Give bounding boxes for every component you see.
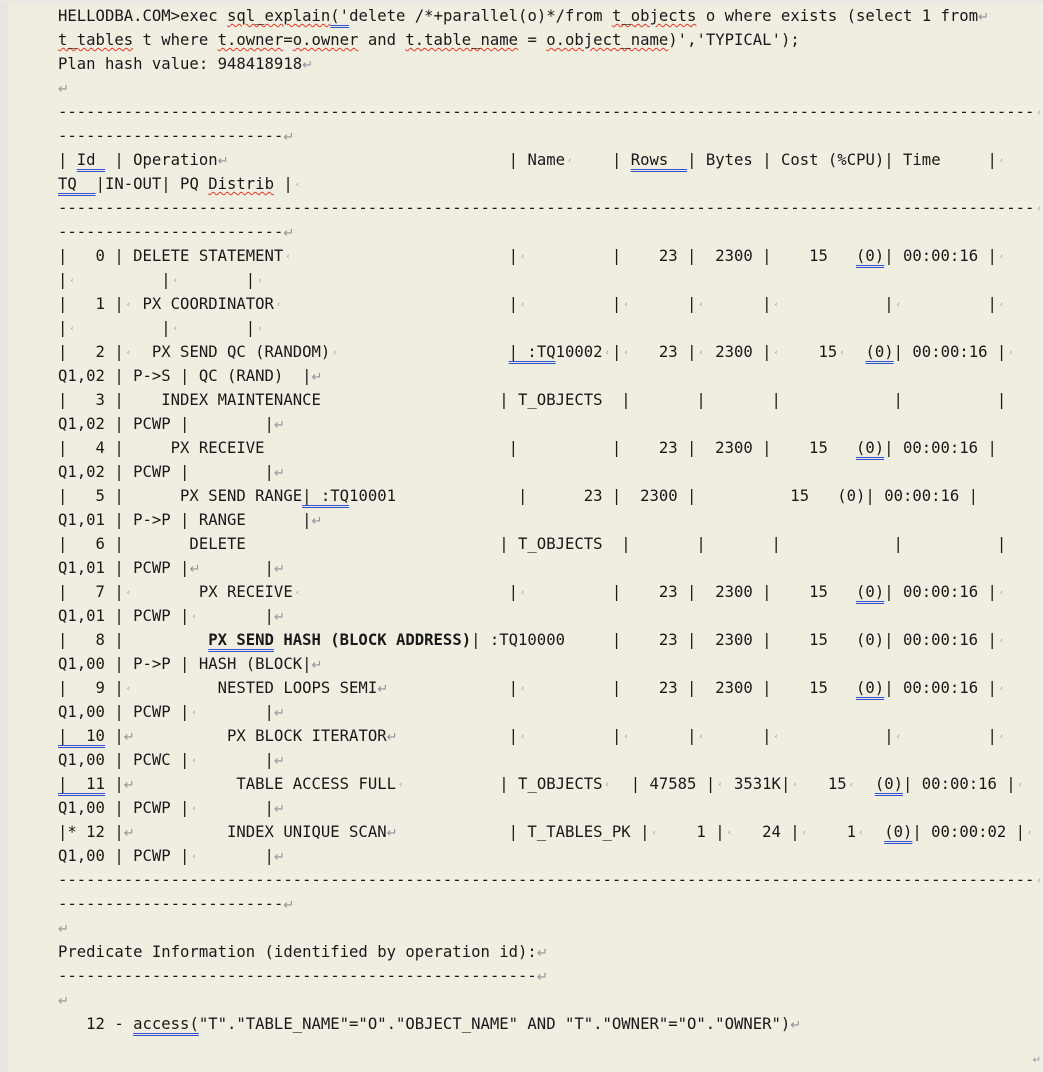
text-segment: | 23 | 2300 | 15 <box>527 247 857 265</box>
doc-line-16 <box>58 364 1043 388</box>
return-mark-icon: ↵ <box>536 946 548 961</box>
space-mark-icon: ‹ <box>520 587 526 598</box>
space-mark-icon: ‹ <box>285 251 291 262</box>
text-segment: Q1,00 | PCWP | <box>58 799 190 817</box>
text-segment: | 00:00:16 | <box>893 343 1007 361</box>
space-mark-icon: ‹ <box>1027 827 1033 838</box>
space-mark-icon: ‹ <box>520 683 526 694</box>
doc-line-6 <box>58 124 1043 148</box>
text-segment: Q1,02 | P->S | QC (RAND) | <box>58 367 312 385</box>
text-segment: (0) <box>874 775 904 793</box>
space-mark-icon: ‹ <box>998 683 1005 694</box>
doc-line-13 <box>58 292 1043 316</box>
text-segment: TQ <box>58 175 96 193</box>
text-segment: | 0 | DELETE STATEMENT <box>58 247 284 265</box>
return-mark-icon: ↵ <box>273 418 285 433</box>
text-segment: | 23 | 2300 | 15 <box>527 679 857 697</box>
space-mark-icon: ‹ <box>998 251 1005 262</box>
doc-line-38 <box>58 892 1043 916</box>
doc-line-19 <box>58 436 1043 460</box>
doc-line-43 <box>58 1012 1043 1036</box>
text-segment: | 00:00:16 | <box>884 247 997 265</box>
text-segment: | <box>273 175 293 193</box>
text-segment: -------------------------------------------------------------------------------------------------------- <box>58 103 1035 121</box>
text-segment: | 10 <box>58 727 105 745</box>
space-mark-icon: ‹ <box>125 683 132 694</box>
return-mark-icon: ↵ <box>311 370 323 385</box>
text-segment: PX COORDINATOR <box>133 295 274 313</box>
text-segment: )','TYPICAL'); <box>668 31 800 49</box>
return-mark-icon: ↵ <box>311 658 323 673</box>
doc-line-26 <box>58 604 1043 628</box>
text-segment: | :TQ <box>508 343 556 361</box>
text-segment: | T_TABLES_PK | <box>395 823 650 841</box>
text-segment: t_objects <box>611 7 697 25</box>
space-mark-icon: ‹ <box>294 587 301 598</box>
document-body <box>58 4 1043 1036</box>
doc-line-21 <box>58 484 1043 508</box>
text-segment: | 6 | DELETE | T_OBJECTS | | | | | <box>58 535 1007 553</box>
doc-line-5 <box>58 100 1043 124</box>
space-mark-icon: ‹ <box>623 731 629 742</box>
page-top-edge <box>0 0 1043 3</box>
space-mark-icon: ‹ <box>520 251 526 262</box>
doc-line-25 <box>58 580 1043 604</box>
text-segment: | <box>386 679 519 697</box>
text-segment <box>847 343 866 361</box>
doc-line-15 <box>58 340 1043 364</box>
space-mark-icon: ‹ <box>257 275 263 286</box>
text-segment <box>865 823 884 841</box>
text-segment: | <box>396 727 519 745</box>
text-segment: |* 12 | <box>58 823 124 841</box>
text-segment: | 5 | PX SEND RANGE <box>58 487 303 505</box>
space-mark-icon: ‹ <box>172 275 179 286</box>
space-mark-icon: ‹ <box>895 731 902 742</box>
text-segment: = <box>518 31 547 49</box>
text-segment: | <box>104 775 124 793</box>
space-mark-icon: ‹ <box>1017 779 1024 790</box>
return-mark-icon: ↵ <box>386 730 398 745</box>
text-segment: | 00:00:16 | <box>903 775 1016 793</box>
doc-line-9 <box>58 196 1043 220</box>
space-mark-icon: ‹ <box>698 347 704 358</box>
text-segment: | 9 | <box>58 679 124 697</box>
text-segment: access( <box>133 1015 199 1033</box>
doc-line-40 <box>58 940 1043 964</box>
text-segment: | <box>198 607 274 625</box>
space-mark-icon: ‹ <box>698 731 704 742</box>
text-segment: Q1,00 | PCWP | <box>58 847 190 865</box>
text-segment: PX SEND <box>208 631 274 649</box>
doc-line-30 <box>58 700 1043 724</box>
text-segment: | Operation <box>104 151 218 169</box>
space-mark-icon: ‹ <box>125 347 132 358</box>
text-segment: | <box>780 727 894 745</box>
return-mark-icon: ↵ <box>273 466 285 481</box>
space-mark-icon: ‹ <box>520 299 526 310</box>
text-segment: 10001 | 23 | 2300 | 15 (0)| 00:00:16 | <box>349 487 979 505</box>
text-segment: ------------------------ <box>58 127 284 145</box>
doc-line-3 <box>58 52 1043 76</box>
return-mark-icon: ↵ <box>978 10 989 25</box>
text-segment: | <box>198 751 274 769</box>
return-mark-icon: ↵ <box>273 706 285 721</box>
text-segment: | :TQ <box>302 487 350 505</box>
text-segment: sql_explain <box>227 7 331 25</box>
return-mark-icon: ↵ <box>123 778 135 793</box>
text-segment: | <box>283 295 519 313</box>
text-segment: t where <box>133 31 218 49</box>
return-mark-icon: ↵ <box>217 154 229 169</box>
space-mark-icon: ‹ <box>698 299 704 310</box>
doc-line-31 <box>58 724 1043 748</box>
text-segment: -------------------------------------------------------------------------------------------------------- <box>58 871 1035 889</box>
space-mark-icon: ‹ <box>604 779 610 790</box>
text-segment: Plan hash value: 948418918 <box>58 55 303 73</box>
text-segment: | 8 | <box>58 631 209 649</box>
text-segment: 10002 <box>555 343 603 361</box>
doc-line-32 <box>58 748 1043 772</box>
return-mark-icon: ↵ <box>302 58 314 73</box>
text-segment: | 00:00:16 | <box>884 679 997 697</box>
space-mark-icon: ‹ <box>839 347 845 358</box>
text-segment: Q1,01 | PCWP | <box>58 559 190 577</box>
text-segment: | <box>527 727 622 745</box>
text-segment: Rows <box>630 151 688 169</box>
space-mark-icon: ‹ <box>191 755 197 766</box>
text-segment <box>340 343 509 361</box>
text-segment: | <box>180 271 256 289</box>
doc-line-14 <box>58 316 1043 340</box>
text-segment: Q1,00 | P->P | HASH (BLOCK| <box>58 655 312 673</box>
text-segment: | 00:00:02 | <box>912 823 1026 841</box>
doc-line-2 <box>58 28 1043 52</box>
text-segment: | <box>574 151 631 169</box>
text-segment: | T_OBJECTS <box>405 775 603 793</box>
return-mark-icon: ↵ <box>123 730 135 745</box>
space-mark-icon: ‹ <box>604 347 610 358</box>
doc-line-28 <box>58 652 1043 676</box>
text-segment: | <box>780 295 894 313</box>
space-mark-icon: ‹ <box>191 851 197 862</box>
doc-line-41 <box>58 964 1043 988</box>
text-segment: | <box>58 151 77 169</box>
return-mark-icon: ↵ <box>311 514 323 529</box>
space-mark-icon: ‹ <box>792 779 798 790</box>
text-segment: o.owner <box>292 31 359 49</box>
return-mark-icon: ↵ <box>58 994 69 1009</box>
return-mark-icon: ↵ <box>123 826 135 841</box>
text-segment: | 00:00:16 | <box>884 583 997 601</box>
text-segment: Q1,01 | P->P | RANGE | <box>58 511 312 529</box>
text-segment: 12 - <box>58 1015 134 1033</box>
space-mark-icon: ‹ <box>125 587 132 598</box>
text-segment: 24 | <box>733 823 800 841</box>
text-segment: t.owner <box>217 31 284 49</box>
space-mark-icon: ‹ <box>726 827 732 838</box>
text-segment: 15 <box>799 775 847 793</box>
doc-line-1 <box>58 4 1043 28</box>
text-segment: (0) <box>865 343 894 361</box>
space-mark-icon: ‹ <box>191 803 197 814</box>
doc-line-34 <box>58 796 1043 820</box>
text-segment <box>856 775 875 793</box>
space-mark-icon: ‹ <box>257 323 263 334</box>
space-mark-icon: ‹ <box>1036 875 1042 886</box>
text-segment: Q1,02 | PCWP | | <box>58 415 274 433</box>
space-mark-icon: ‹ <box>69 275 75 286</box>
text-segment: -------------------------------------------------------------------------------------------------------- <box>58 199 1035 217</box>
space-mark-icon: ‹ <box>998 155 1005 166</box>
text-segment: PX BLOCK ITERATOR <box>133 727 387 745</box>
text-segment: | 11 <box>58 775 105 793</box>
space-mark-icon: ‹ <box>773 347 779 358</box>
space-mark-icon: ‹ <box>998 587 1005 598</box>
space-mark-icon: ‹ <box>998 731 1005 742</box>
text-segment: Q1,02 | PCWP | | <box>58 463 274 481</box>
text-segment: (0) <box>856 247 885 265</box>
text-segment: | <box>198 799 274 817</box>
text-segment: | <box>76 271 171 289</box>
space-mark-icon: ‹ <box>801 827 808 838</box>
return-mark-icon: ↵ <box>273 850 285 865</box>
text-segment: | <box>58 271 68 289</box>
text-segment: HELLODBA.COM>exec <box>58 7 227 25</box>
space-mark-icon: ‹ <box>773 731 779 742</box>
return-mark-icon: ↵ <box>283 898 295 913</box>
text-segment: Q1,01 | PCWP | <box>58 607 190 625</box>
return-mark-icon: ↵ <box>189 562 201 577</box>
space-mark-icon: ‹ <box>848 779 855 790</box>
text-segment: (0) <box>884 823 913 841</box>
text-segment: | <box>302 583 519 601</box>
text-segment: |IN-OUT| PQ <box>95 175 209 193</box>
text-segment: | 1 | <box>58 295 124 313</box>
text-segment: ------------------------ <box>58 895 284 913</box>
doc-line-22 <box>58 508 1043 532</box>
text-segment: | <box>198 703 274 721</box>
text-segment: | <box>180 319 256 337</box>
text-segment: | 2 | <box>58 343 124 361</box>
text-segment: 2300 | <box>705 343 772 361</box>
text-segment: 1 <box>809 823 857 841</box>
doc-line-8 <box>58 172 1043 196</box>
return-mark-icon: ↵ <box>377 682 389 697</box>
text-segment: Predicate Information (identified by operation id): <box>58 943 537 961</box>
doc-line-42 <box>58 988 1043 1012</box>
space-mark-icon: ‹ <box>332 347 338 358</box>
text-segment: | <box>292 247 519 265</box>
text-segment: | <box>903 727 997 745</box>
space-mark-icon: ‹ <box>172 323 179 334</box>
text-segment: "T"."TABLE_NAME"="O"."OBJECT_NAME" AND "T"."OWNER"="O"."OWNER") <box>198 1015 791 1033</box>
page-left-edge <box>0 0 8 1072</box>
text-segment: INDEX UNIQUE SCAN <box>133 823 387 841</box>
doc-line-23 <box>58 532 1043 556</box>
text-segment: (0) <box>856 439 885 457</box>
space-mark-icon: ‹ <box>895 299 902 310</box>
space-mark-icon: ‹ <box>998 299 1005 310</box>
doc-line-20 <box>58 460 1043 484</box>
space-mark-icon: ‹ <box>651 827 657 838</box>
text-segment: o where exists (select 1 from <box>696 7 979 25</box>
text-segment: | 23 | 2300 | 15 <box>527 583 857 601</box>
return-mark-icon: ↵ <box>536 970 548 985</box>
space-mark-icon: ‹ <box>397 779 404 790</box>
text-segment: | <box>104 727 124 745</box>
text-segment: | <box>58 319 68 337</box>
text-segment: | Bytes | Cost (%CPU)| Time | <box>687 151 997 169</box>
text-segment: | 7 | <box>58 583 124 601</box>
text-segment: | 00:00:16 | <box>884 439 997 457</box>
space-mark-icon: ‹ <box>773 299 779 310</box>
doc-line-37 <box>58 868 1043 892</box>
return-mark-icon: ↵ <box>273 754 285 769</box>
page-corner-return-mark: ↵ <box>1032 1055 1041 1066</box>
return-mark-icon: ↵ <box>283 130 295 145</box>
space-mark-icon: ‹ <box>858 827 864 838</box>
space-mark-icon: ‹ <box>567 155 573 166</box>
space-mark-icon: ‹ <box>275 299 282 310</box>
space-mark-icon: ‹ <box>623 347 629 358</box>
doc-line-18 <box>58 412 1043 436</box>
text-segment: 3531K| <box>724 775 791 793</box>
return-mark-icon: ↵ <box>273 610 285 625</box>
text-segment: | <box>76 319 171 337</box>
space-mark-icon: ‹ <box>294 179 301 190</box>
text-segment: | <box>903 295 997 313</box>
doc-line-35 <box>58 820 1043 844</box>
return-mark-icon: ↵ <box>273 802 285 817</box>
doc-line-10 <box>58 220 1043 244</box>
space-mark-icon: ‹ <box>1008 347 1014 358</box>
text-segment: | <box>611 343 622 361</box>
text-segment: ------------------------ <box>58 223 284 241</box>
space-mark-icon: ‹ <box>717 779 723 790</box>
return-mark-icon: ↵ <box>58 82 69 97</box>
text-segment: | <box>198 559 274 577</box>
space-mark-icon: ‹ <box>998 635 1005 646</box>
return-mark-icon: ↵ <box>58 922 69 937</box>
doc-line-33 <box>58 772 1043 796</box>
space-mark-icon: ‹ <box>1036 107 1042 118</box>
text-segment: | <box>527 295 622 313</box>
text-segment: PX SEND QC (RANDOM) <box>133 343 331 361</box>
doc-line-17 <box>58 388 1043 412</box>
text-segment: o.object_name <box>546 31 669 49</box>
return-mark-icon: ↵ <box>386 826 398 841</box>
text-segment: (' <box>330 7 350 25</box>
text-segment: NESTED LOOPS SEMI <box>133 679 378 697</box>
text-segment: | <box>198 847 274 865</box>
text-segment: | <box>630 295 697 313</box>
text-segment: TABLE ACCESS FULL <box>133 775 396 793</box>
doc-line-24 <box>58 556 1043 580</box>
text-segment: | <box>227 151 528 169</box>
text-segment: t.table_name <box>405 31 519 49</box>
text-segment: 15 <box>780 343 838 361</box>
text-segment: = <box>283 31 293 49</box>
text-segment: Q1,00 | PCWP | <box>58 703 190 721</box>
text-segment: | 4 | PX RECEIVE | | 23 | 2300 | 15 <box>58 439 856 457</box>
doc-line-11 <box>58 244 1043 268</box>
return-mark-icon: ↵ <box>273 562 285 577</box>
return-mark-icon: ↵ <box>790 1018 802 1033</box>
text-segment: delete /*+parallel(o)*/from <box>349 7 612 25</box>
text-segment: Q1,00 | PCWC | <box>58 751 190 769</box>
doc-line-39 <box>58 916 1043 940</box>
space-mark-icon: ‹ <box>69 323 75 334</box>
text-segment: PX RECEIVE <box>133 583 293 601</box>
text-segment: | <box>705 295 772 313</box>
text-segment: | 3 | INDEX MAINTENANCE | T_OBJECTS | | | | | <box>58 391 1007 409</box>
space-mark-icon: ‹ <box>125 299 132 310</box>
doc-line-36 <box>58 844 1043 868</box>
text-segment: | <box>705 727 772 745</box>
text-segment: 23 | <box>630 343 697 361</box>
doc-line-29 <box>58 676 1043 700</box>
text-segment: | 47585 | <box>611 775 716 793</box>
doc-line-27 <box>58 628 1043 652</box>
text-segment: t_tables <box>58 31 134 49</box>
space-mark-icon: ‹ <box>623 299 629 310</box>
space-mark-icon: ‹ <box>191 707 197 718</box>
text-segment: HASH (BLOCK ADDRESS) <box>273 631 472 649</box>
doc-line-7 <box>58 148 1043 172</box>
text-segment: Id <box>76 151 105 169</box>
doc-line-4 <box>58 76 1043 100</box>
text-segment: and <box>358 31 406 49</box>
space-mark-icon: ‹ <box>191 611 197 622</box>
space-mark-icon: ‹ <box>1036 203 1042 214</box>
return-mark-icon: ↵ <box>283 226 295 241</box>
text-segment: (0) <box>856 679 885 697</box>
text-segment: (0) <box>856 583 885 601</box>
text-segment: 1 | <box>658 823 725 841</box>
space-mark-icon: ‹ <box>520 731 526 742</box>
text-segment: --------------------------------------------------- <box>58 967 537 985</box>
text-segment: Distrib <box>208 175 274 193</box>
text-segment: | <box>630 727 697 745</box>
text-segment: | :TQ10000 | 23 | 2300 | 15 (0)| 00:00:16 | <box>471 631 997 649</box>
text-segment: Name <box>527 151 566 169</box>
doc-line-12 <box>58 268 1043 292</box>
